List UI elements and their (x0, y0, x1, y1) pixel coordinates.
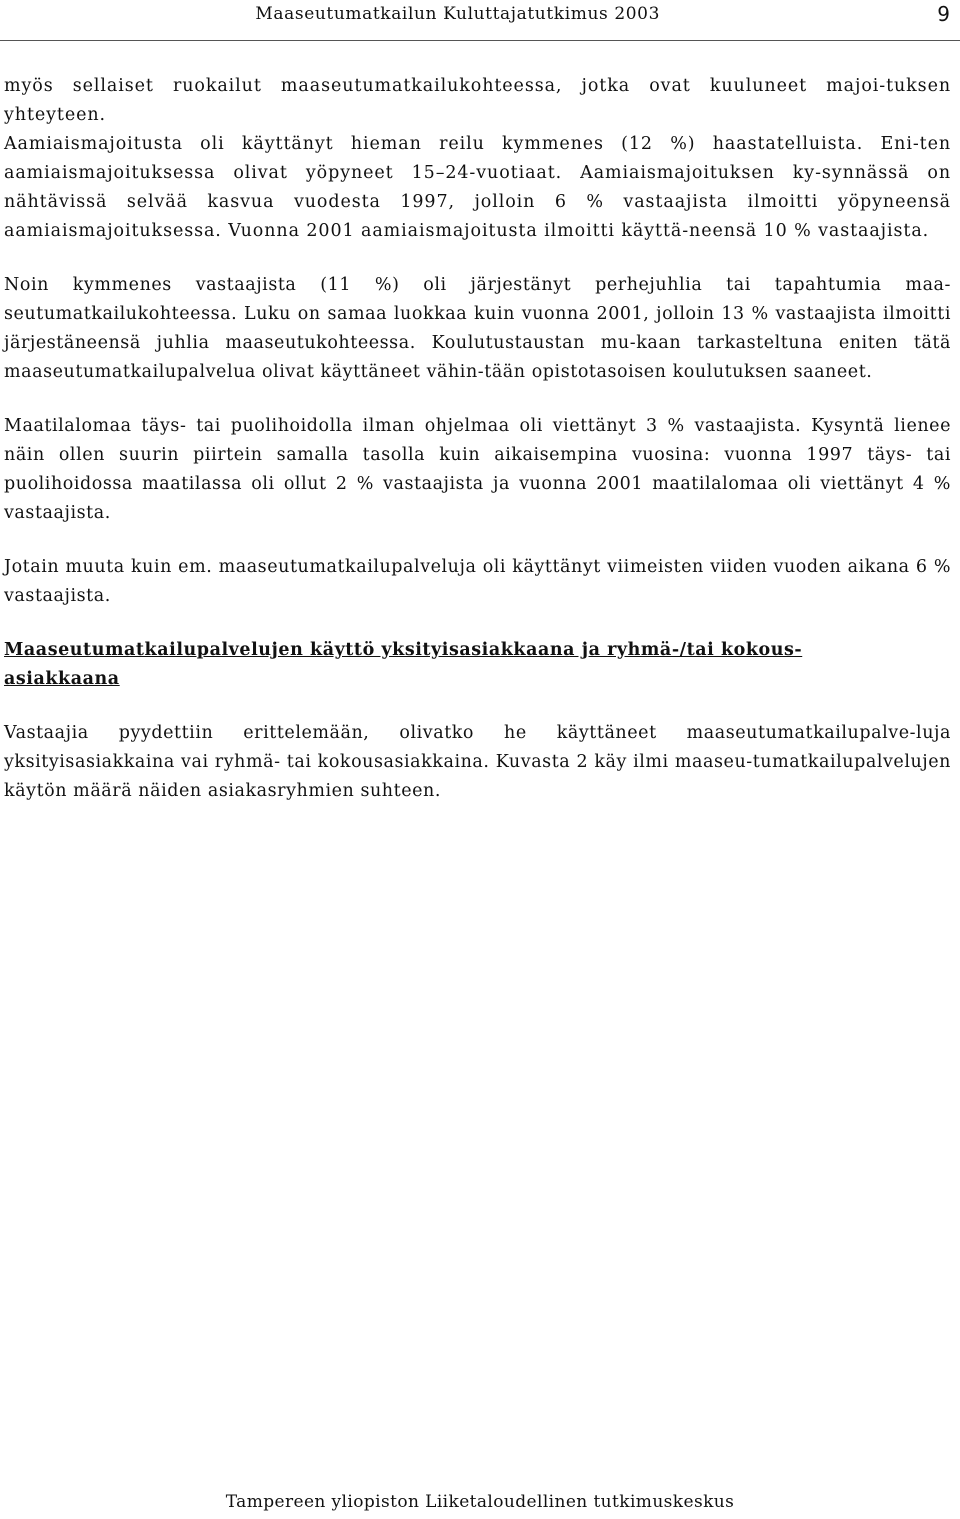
page-header (0, 0, 960, 41)
paragraph-other-services: Jotain muuta kuin em. maaseutumatkailupalveluja oli käyttänyt viimeisten viiden vuoden aikana 6 % vastaajista. (4, 557, 951, 606)
document-body (4, 72, 951, 831)
paragraph-farm-holiday: Maatilalomaa täys- tai puolihoidolla ilman ohjelmaa oli viettänyt 3 % vastaajista. Kysyntä lienee näin ollen suurin piirtein samalla tasolla kuin aikaisempina vuosina: vuonna 1997 täys- tai puolihoidossa maatilassa oli ollut 2 % vastaajista ja vuonna 2001 maatilalomaa oli viettänyt 4 % vastaajista. (4, 416, 951, 523)
paragraph-breakfast-accommodation: myös sellaiset ruokailut maaseutumatkailukohteessa, jotka ovat kuuluneet majoi-tuksen yhteyteen. Aamiaismajoitusta oli käyttänyt hieman reilu kymmenes (12 %) haastatelluista. Eni-ten aamiaismajoituksessa olivat yöpyneet 15–24-vuotiaat. Aamiaismajoituksen ky-synnässä on nähtävissä selvää kasvua vuodesta 1997, jolloin 6 % vastaajista ilmoitti yöpyneensä aamiaismajoituksessa. Vuonna 2001 aamiaismajoitusta ilmoitti käyttä-neensä 10 % vastaajista. (4, 76, 951, 241)
section-heading: Maaseutumatkailupalvelujen käyttö yksityisasiakkaana ja ryhmä-/tai kokous-asiakkaana (4, 640, 803, 689)
paragraph-customer-groups: Vastaajia pyydettiin erittelemään, olivatko he käyttäneet maaseutumatkailupalve-luja yksityisasiakkaina vai ryhmä- tai kokousasiakkaina. Kuvasta 2 käy ilmi maaseu-tumatkailupalvelujen käytön määrä näiden asiakasryhmien suhteen. (4, 723, 951, 801)
page-footer: Tampereen yliopiston Liiketaloudellinen tutkimuskeskus (225, 1492, 735, 1512)
page-number: 9 (937, 2, 950, 26)
running-header-title: Maaseutumatkailun Kuluttajatutkimus 2003 (255, 4, 660, 24)
paragraph-family-events: Noin kymmenes vastaajista (11 %) oli järjestänyt perhejuhlia tai tapahtumia maa-seutumatkailukohteessa. Luku on samaa luokkaa kuin vuonna 2001, jolloin 13 % vastaajista ilmoitti järjestäneensä juhlia maaseutukohteessa. Koulutustaustan mu-kaan tarkasteltuna eniten tätä maaseutumatkailupalvelua olivat käyttäneet vähin-tään opistotasoisen koulutuksen saaneet. (4, 275, 951, 382)
